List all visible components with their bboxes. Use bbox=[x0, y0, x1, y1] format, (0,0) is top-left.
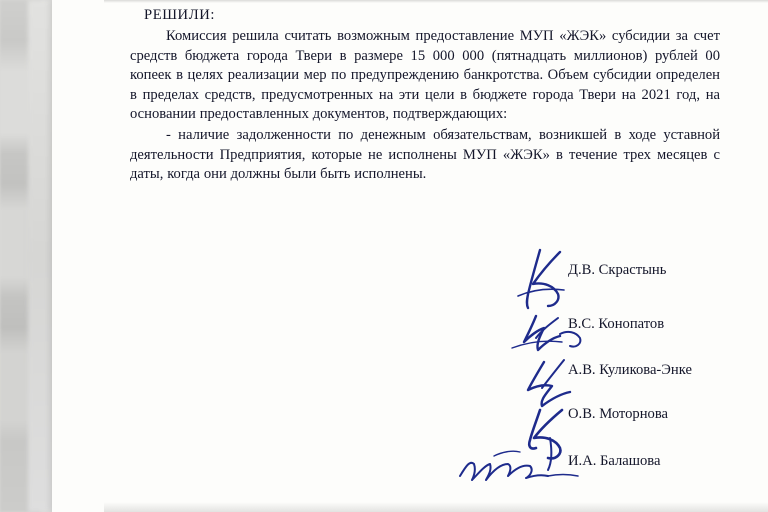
signature-row bbox=[52, 453, 768, 495]
signatory-name: В.С. Конопатов bbox=[568, 316, 665, 332]
signature-row bbox=[52, 316, 768, 358]
signatory-name: Д.В. Скрастынь bbox=[568, 262, 667, 278]
signature-row bbox=[52, 362, 768, 404]
signatory-name: А.В. Куликова-Энке bbox=[568, 362, 692, 378]
signatory-name: О.В. Моторнова bbox=[568, 406, 668, 422]
signature-block bbox=[52, 238, 768, 498]
document-text-body bbox=[130, 6, 720, 186]
signatory-name: И.А. Балашова bbox=[568, 453, 661, 469]
scan-edge-top bbox=[104, 0, 768, 3]
scan-edge-bottom bbox=[104, 502, 768, 512]
document-paragraph-1: Комиссия решила считать возможным предоставление МУП «ЖЭК» субсидии за счет средств бюджета города Твери в размере 15 000 000 (пятнадцать миллионов) рублей 00 копеек в целях реализации мер по предупреждению банкротства. Объем субсидии определен в пределах средств, предусмотренных на эти цели в бюджете города Твери на 2021 год, на основании предоставленных документов, подтверждающих: bbox=[130, 28, 720, 123]
signature-row bbox=[52, 406, 768, 448]
document-heading: РЕШИЛИ: bbox=[144, 7, 215, 23]
document-paragraph-2: - наличие задолженности по денежным обязательствам, возникшей в ходе уставной деятельности Предприятия, которые не исполнены МУП «ЖЭК» в течение трех месяцев с даты, когда они должны были быть исполнены. bbox=[130, 127, 720, 183]
background-strip-inner bbox=[28, 0, 54, 512]
signature-row bbox=[52, 262, 768, 304]
